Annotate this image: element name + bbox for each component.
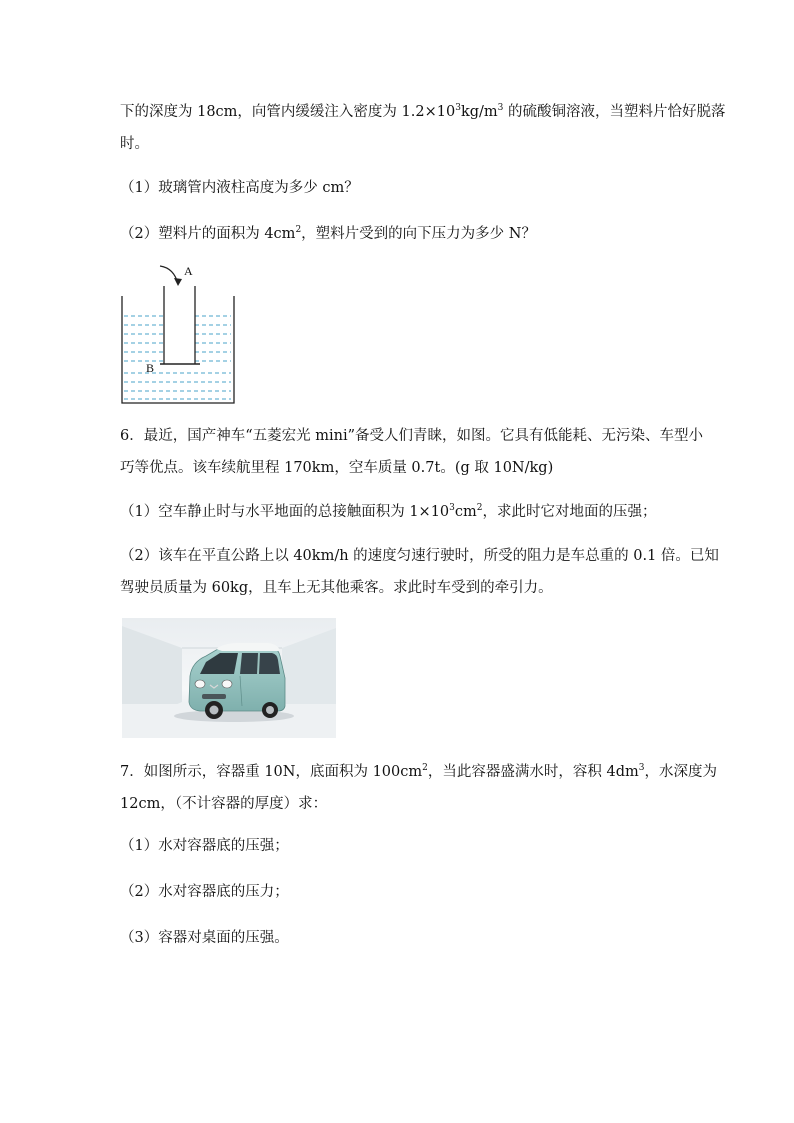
q7-text-line-1: 7．如图所示，容器重 10N，底面积为 $100cm^2$，当此容器盛满水时，容积 $4dm^3$，水深度为: [120, 763, 717, 780]
car-illustration: [122, 618, 336, 738]
q6-subquestion-2-line-1: （2）该车在平直公路上以 40km/h 的速度匀速行驶时，所受的阻力是车总重的 0.1 倍。已知: [120, 548, 719, 564]
tube-beaker-diagram: [116, 262, 240, 407]
q6-text-line-1: 6．最近，国产神车“五菱宏光 mini”备受人们青睐，如图。它具有低能耗、无污染、车型小: [120, 428, 704, 444]
pour-arrow-icon: [160, 266, 178, 284]
water-lines: [124, 316, 231, 399]
q5-subquestion-1: （1）玻璃管内液柱高度为多少 cm？: [120, 180, 359, 196]
q5-text-line-2: 时。: [120, 136, 149, 152]
q5-text-line-1: 下的深度为 18cm，向管内缓缓注入密度为 $1.2\times 10^3kg/m^3$ 的硫酸铜溶液，当塑料片恰好脱落: [120, 103, 726, 120]
q6-text-line-2: 巧等优点。该车续航里程 170km，空车质量 0.7t。(g 取 10N/kg): [120, 460, 554, 476]
arrow-head-icon: [174, 278, 182, 286]
q7-subquestion-3: （3）容器对桌面的压强。: [120, 930, 289, 946]
q6-subquestion-1: （1）空车静止时与水平地面的总接触面积为 $1\times 10^3cm^2$，求此时它对地面的压强；: [120, 503, 657, 520]
q6-subquestion-2-line-2: 驾驶员质量为 60kg，且车上无其他乘客。求此时车受到的牵引力。: [120, 580, 553, 596]
label-b: B: [146, 361, 155, 375]
q7-subquestion-2: （2）水对容器底的压力；: [120, 884, 289, 900]
car-photo: [122, 618, 336, 738]
label-a: A: [184, 264, 193, 278]
q7-text-line-2: 12cm，（不计容器的厚度）求：: [120, 796, 328, 812]
beaker: [122, 296, 234, 403]
q7-subquestion-1: （1）水对容器底的压强；: [120, 838, 289, 854]
q5-subquestion-2: （2）塑料片的面积为 $4cm^2$，塑料片受到的向下压力为多少 N？: [120, 225, 536, 242]
